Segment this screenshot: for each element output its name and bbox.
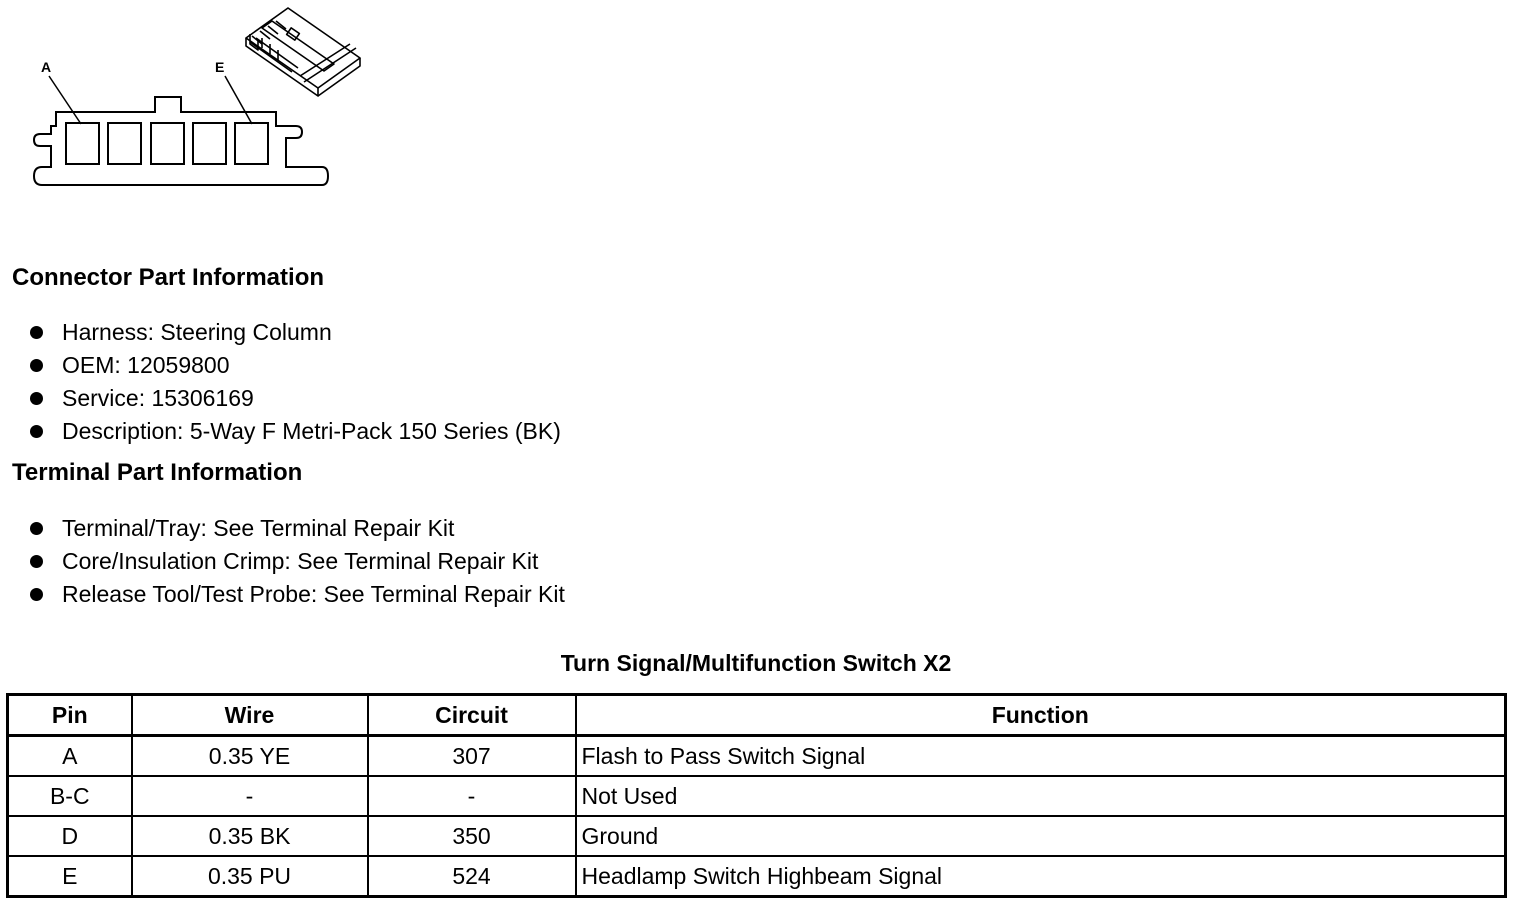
terminal-info-list bbox=[0, 512, 565, 611]
cell-pin: A bbox=[8, 736, 132, 777]
list-item bbox=[0, 316, 561, 349]
bullet-icon bbox=[30, 326, 43, 339]
cell-circuit: - bbox=[368, 776, 576, 816]
column-header-circuit: Circuit bbox=[368, 695, 576, 736]
list-item bbox=[0, 512, 565, 545]
cell-pin: B-C bbox=[8, 776, 132, 816]
leader-line-e bbox=[225, 76, 252, 124]
cell-wire: 0.35 PU bbox=[132, 856, 368, 897]
pin-label-e: E bbox=[215, 59, 225, 75]
list-item bbox=[0, 415, 561, 448]
list-item bbox=[0, 349, 561, 382]
cavity-a bbox=[66, 123, 99, 164]
cavity-c bbox=[151, 123, 184, 164]
list-item-text: Harness: Steering Column bbox=[62, 319, 332, 345]
connector-body-outline bbox=[34, 97, 328, 185]
cell-wire: - bbox=[132, 776, 368, 816]
cell-circuit: 307 bbox=[368, 736, 576, 777]
bullet-icon bbox=[30, 588, 43, 601]
list-item-text: OEM: 12059800 bbox=[62, 352, 230, 378]
table-title: Turn Signal/Multifunction Switch X2 bbox=[560, 650, 952, 676]
bullet-icon bbox=[30, 522, 43, 535]
cavity-e bbox=[235, 123, 268, 164]
cavity-d bbox=[193, 123, 226, 164]
column-header-wire: Wire bbox=[132, 695, 368, 736]
table-row bbox=[8, 856, 1506, 897]
connector-info-heading: Connector Part Information bbox=[12, 264, 325, 291]
cell-wire: 0.35 BK bbox=[132, 816, 368, 856]
cavity-b bbox=[108, 123, 141, 164]
table-row bbox=[8, 736, 1506, 777]
list-item-text: Core/Insulation Crimp: See Terminal Repair Kit bbox=[62, 548, 539, 574]
cell-circuit: 524 bbox=[368, 856, 576, 897]
cell-function: Headlamp Switch Highbeam Signal bbox=[576, 856, 1506, 897]
terminal-info-heading: Terminal Part Information bbox=[12, 459, 303, 486]
pin-table bbox=[6, 693, 1507, 898]
list-item-text: Release Tool/Test Probe: See Terminal Repair Kit bbox=[62, 581, 565, 607]
cell-pin: E bbox=[8, 856, 132, 897]
column-header-pin: Pin bbox=[8, 695, 132, 736]
bullet-icon bbox=[30, 392, 43, 405]
column-header-function: Function bbox=[576, 695, 1506, 736]
bullet-icon bbox=[30, 555, 43, 568]
table-row bbox=[8, 816, 1506, 856]
list-item-text: Service: 15306169 bbox=[62, 385, 254, 411]
connector-info-list bbox=[0, 316, 561, 448]
cell-function: Ground bbox=[576, 816, 1506, 856]
cell-pin: D bbox=[8, 816, 132, 856]
connector-face-diagram bbox=[0, 0, 400, 210]
list-item-text: Terminal/Tray: See Terminal Repair Kit bbox=[62, 515, 455, 541]
list-item bbox=[0, 578, 565, 611]
table-row bbox=[8, 776, 1506, 816]
bullet-icon bbox=[30, 359, 43, 372]
list-item-text: Description: 5-Way F Metri-Pack 150 Series (BK) bbox=[62, 418, 561, 444]
pin-label-a: A bbox=[41, 59, 52, 75]
list-item bbox=[0, 545, 565, 578]
connector-iso-sketch bbox=[246, 8, 360, 96]
list-item bbox=[0, 382, 561, 415]
cell-circuit: 350 bbox=[368, 816, 576, 856]
cell-function: Flash to Pass Switch Signal bbox=[576, 736, 1506, 777]
cell-wire: 0.35 YE bbox=[132, 736, 368, 777]
cell-function: Not Used bbox=[576, 776, 1506, 816]
table-header-row bbox=[8, 695, 1506, 736]
bullet-icon bbox=[30, 425, 43, 438]
leader-line-a bbox=[49, 76, 81, 124]
